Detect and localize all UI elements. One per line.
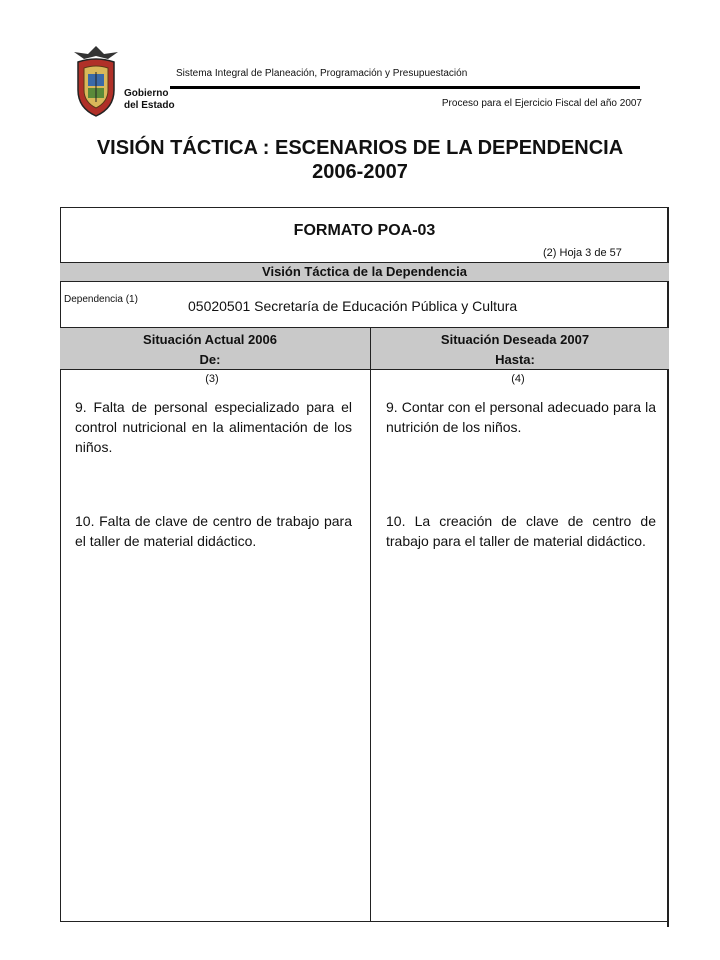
header-rule bbox=[170, 86, 640, 89]
column-header-actual bbox=[60, 330, 360, 370]
form-frame bbox=[60, 207, 669, 922]
dependency-value: 05020501 Secretaría de Educación Pública y Cultura bbox=[188, 298, 518, 314]
title-line-1: VISIÓN TÁCTICA : ESCENARIOS DE LA DEPENDENCIA bbox=[96, 137, 624, 159]
column-headers bbox=[60, 327, 669, 370]
dependency-label: Dependencia (1) bbox=[64, 294, 138, 305]
gov-line-2: del Estado bbox=[124, 100, 175, 111]
column-number-deseada: (4) bbox=[511, 373, 525, 385]
system-name: Sistema Integral de Planeación, Programación y Presupuestación bbox=[176, 68, 468, 79]
title-line-2: 2006-2007 bbox=[312, 161, 408, 183]
column-number-actual: (3) bbox=[205, 373, 219, 385]
form-name: FORMATO POA-03 bbox=[293, 222, 436, 239]
deseada-sub: Hasta: bbox=[495, 352, 535, 367]
section-header: Visión Táctica de la Dependencia bbox=[60, 262, 669, 282]
column-divider bbox=[370, 327, 371, 922]
gov-line-1: Gobierno bbox=[124, 88, 169, 99]
row-deseada-9: 9. Contar con el personal adecuado para la nutrición de los niños. bbox=[386, 399, 656, 435]
form-right-edge bbox=[667, 207, 669, 927]
state-coat-of-arms-logo bbox=[70, 44, 122, 120]
page-title bbox=[0, 136, 720, 184]
sheet-number: (2) Hoja 3 de 57 bbox=[543, 247, 622, 259]
deseada-title: Situación Deseada 2007 bbox=[440, 332, 590, 347]
government-label bbox=[124, 88, 175, 112]
actual-title: Situación Actual 2006 bbox=[143, 332, 277, 347]
actual-sub: De: bbox=[199, 352, 221, 367]
row-actual-9: 9. Falta de personal especializado para el control nutricional en la alimentación de los niños. bbox=[75, 399, 352, 455]
column-header-deseada bbox=[365, 330, 665, 370]
row-deseada-10: 10. La creación de clave de centro de trabajo para el taller de material didáctico. bbox=[386, 513, 656, 549]
row-actual-10: 10. Falta de clave de centro de trabajo para el taller de material didáctico. bbox=[75, 513, 352, 549]
process-text: Proceso para el Ejercicio Fiscal del año 2007 bbox=[441, 98, 642, 109]
